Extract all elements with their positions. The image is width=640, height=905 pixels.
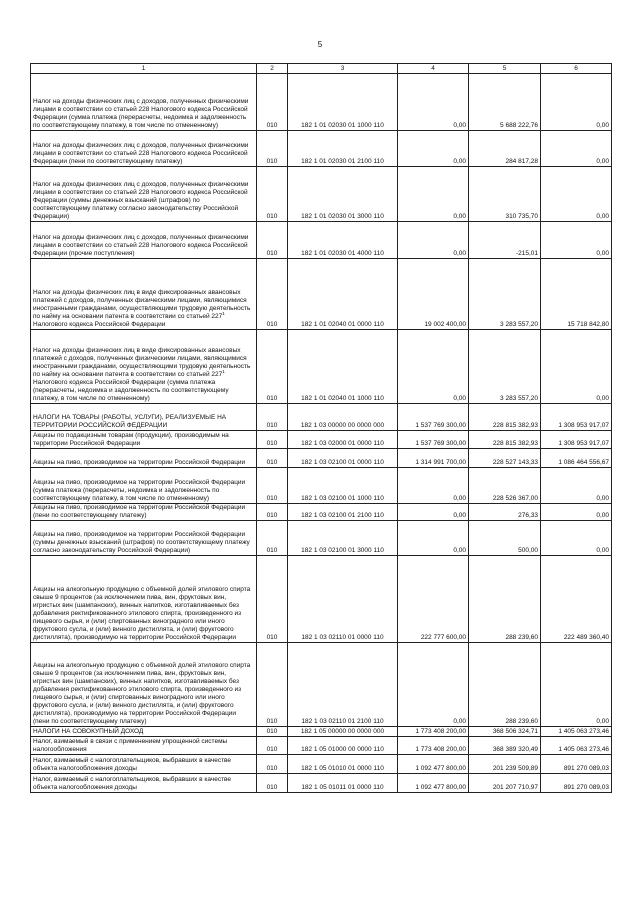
row-description [31,404,257,431]
row-description-text: Налог на доходы физических лиц с доходов, полученных физическими лицами в соответствии со статьей 228 Налогового кодекса Российской Федерации (сумма платежа (перерасчеты, недоимка и задолженность по соответствующему платежу, в том числе по отмененному) [33,98,249,129]
budget-code-cell: 182 1 03 00000 00 0000 000 [288,404,398,431]
unfulfilled-amount-cell: 1 086 464 556,67 [541,449,612,468]
row-description-text: Налог на доходы физических лиц в виде фиксированных авансовых платежей с доходов, полученных физическими лицами, являющимися иностранными гражданами, осуществляющими трудовую деятельность по найму на основании патента в соответствии со статьей 227 [33,289,251,320]
line-code-cell: 010 [257,167,288,222]
plan-amount-cell: 0,00 [398,330,469,404]
plan-amount-cell: 0,00 [398,521,469,556]
row-description-text: Акцизы на пиво, производимое на территории Российской Федерации (пени по соответствующему платежу) [33,504,246,519]
row-description-text: Акцизы на пиво, производимое на территории Российской Федерации [33,459,246,466]
row-description-text: НАЛОГИ НА СОВОКУПНЫЙ ДОХОД [33,728,144,735]
budget-code-cell: 182 1 05 01010 01 0000 110 [288,755,398,774]
row-description [31,755,257,774]
table-row [31,222,612,259]
unfulfilled-amount-cell: 1 308 953 917,07 [541,404,612,431]
line-code-cell: 010 [257,774,288,793]
table-row [31,755,612,774]
column-header: 4 [398,64,469,74]
line-code-cell: 010 [257,74,288,131]
unfulfilled-amount-cell: 0,00 [541,131,612,167]
table-row [31,556,612,643]
budget-code-cell: 182 1 03 02100 01 3000 110 [288,521,398,556]
unfulfilled-amount-cell: 1 308 953 917,07 [541,431,612,449]
executed-amount-cell: 310 735,70 [469,167,541,222]
table-row [31,131,612,167]
row-description [31,774,257,793]
line-code-cell: 010 [257,521,288,556]
executed-amount-cell: 201 207 710,97 [469,774,541,793]
plan-amount-cell: 0,00 [398,131,469,167]
row-description-text: НАЛОГИ НА ТОВАРЫ (РАБОТЫ, УСЛУГИ), РЕАЛИЗУЕМЫЕ НА ТЕРРИТОРИИ РОССИЙСКОЙ ФЕДЕРАЦИИ [33,414,227,429]
budget-code-cell: 182 1 01 02040 01 0000 110 [288,259,398,330]
table-row [31,504,612,521]
plan-amount-cell: 1 537 769 300,00 [398,404,469,431]
row-description-tail: Налогового кодекса Российской Федерации [33,321,166,328]
row-description [31,727,257,737]
plan-amount-cell: 0,00 [398,504,469,521]
table-row [31,521,612,556]
executed-amount-cell: 500,00 [469,521,541,556]
executed-amount-cell: 276,33 [469,504,541,521]
line-code-cell: 010 [257,737,288,755]
unfulfilled-amount-cell: 0,00 [541,643,612,727]
row-description [31,468,257,504]
executed-amount-cell: 228 527 143,33 [469,449,541,468]
unfulfilled-amount-cell: 0,00 [541,330,612,404]
unfulfilled-amount-cell: 1 405 063 273,46 [541,727,612,737]
line-code-cell: 010 [257,504,288,521]
line-code-cell: 010 [257,404,288,431]
plan-amount-cell: 0,00 [398,643,469,727]
footnote-mark: 1 [222,310,225,316]
executed-amount-cell: 3 283 557,20 [469,330,541,404]
line-code-cell: 010 [257,468,288,504]
plan-amount-cell: 1 314 991 700,00 [398,449,469,468]
line-code-cell: 010 [257,259,288,330]
unfulfilled-amount-cell: 0,00 [541,521,612,556]
table-row [31,431,612,449]
executed-amount-cell: 201 239 509,89 [469,755,541,774]
column-header: 3 [288,64,398,74]
row-description [31,222,257,259]
executed-amount-cell: 284 817,28 [469,131,541,167]
unfulfilled-amount-cell: 0,00 [541,468,612,504]
row-description [31,259,257,330]
plan-amount-cell: 0,00 [398,167,469,222]
line-code-cell: 010 [257,449,288,468]
plan-amount-cell: 19 002 400,00 [398,259,469,330]
plan-amount-cell: 0,00 [398,74,469,131]
line-code-cell: 010 [257,222,288,259]
unfulfilled-amount-cell: 0,00 [541,167,612,222]
row-description [31,643,257,727]
plan-amount-cell: 0,00 [398,222,469,259]
column-header: 1 [31,64,257,74]
line-code-cell: 010 [257,727,288,737]
line-code-cell: 010 [257,131,288,167]
budget-code-cell: 182 1 05 01011 01 0000 110 [288,774,398,793]
budget-code-cell: 182 1 01 02030 01 4000 110 [288,222,398,259]
row-description-text: Налог на доходы физических лиц в виде фиксированных авансовых платежей с доходов, полученных физическими лицами, являющимися иностранными гражданами, осуществляющими трудовую деятельность по найму на основании патента в соответствии со статьей 227 [33,347,251,378]
line-code-cell: 010 [257,330,288,404]
budget-code-cell: 182 1 01 02030 01 3000 110 [288,167,398,222]
budget-code-cell: 182 1 01 02030 01 1000 110 [288,74,398,131]
executed-amount-cell: 368 506 324,71 [469,727,541,737]
unfulfilled-amount-cell: 0,00 [541,74,612,131]
row-description-text: Налог, взимаемый с налогоплательщиков, выбравших в качестве объекта налогообложения доходы [33,757,232,772]
budget-code-cell: 182 1 03 02100 01 1000 110 [288,468,398,504]
page-number: 5 [317,40,323,49]
budget-code-cell: 182 1 03 02100 01 2100 110 [288,504,398,521]
plan-amount-cell: 0,00 [398,468,469,504]
table-row [31,737,612,755]
executed-amount-cell: 228 815 382,93 [469,431,541,449]
plan-amount-cell: 1 773 408 200,00 [398,737,469,755]
table-row [31,167,612,222]
row-description-text: Акцизы по подакцизным товарам (продукции), производимым на территории Российской Федерации [33,432,229,447]
unfulfilled-amount-cell: 891 270 089,03 [541,774,612,793]
table-row [31,643,612,727]
column-header: 2 [257,64,288,74]
row-description-text: Налог, взимаемый в связи с применением упрощенной системы налогообложения [33,738,228,753]
row-description-text: Налог на доходы физических лиц с доходов, полученных физическими лицами в соответствии со статьей 228 Налогового кодекса Российской Федерации (пени по соответствующему платежу) [33,142,249,165]
budget-code-cell: 182 1 03 02000 01 0000 110 [288,431,398,449]
executed-amount-cell: -215,01 [469,222,541,259]
line-code-cell: 010 [257,556,288,643]
budget-code-cell: 182 1 01 02040 01 1000 110 [288,330,398,404]
plan-amount-cell: 1 773 408 200,00 [398,727,469,737]
table-row [31,468,612,504]
budget-code-cell: 182 1 05 00000 00 0000 000 [288,727,398,737]
table-row [31,259,612,330]
budget-code-cell: 182 1 05 01000 00 0000 110 [288,737,398,755]
row-description [31,330,257,404]
executed-amount-cell: 228 526 367,00 [469,468,541,504]
footnote-mark: 1 [222,368,225,374]
executed-amount-cell: 368 389 320,49 [469,737,541,755]
row-description-text: Акцизы на алкогольную продукцию с объемной долей этилового спирта свыше 9 процентов (за исключением пива, вин, фруктовых вин, игристых вин (шампанских), винных напитков, изготавливаемых без добавления ректификованного этилового спирта, произведенного из пищевого сырья, и (или) спиртованных виноградного или иного фруктового сусла, и (или) винного дистиллята, и (или) фруктового дистиллята), производимую на территории Российской Федерации [33,586,251,641]
row-description [31,74,257,131]
table-row [31,727,612,737]
line-code-cell: 010 [257,643,288,727]
row-description [31,556,257,643]
row-description-text: Акцизы на пиво, производимое на территории Российской Федерации (суммы денежных взысканий (штрафов) по соответствующему платежу согласно законодательству Российской Федерации) [33,531,250,554]
unfulfilled-amount-cell: 891 270 089,03 [541,755,612,774]
budget-code-cell: 182 1 03 02100 01 0000 110 [288,449,398,468]
executed-amount-cell: 3 283 557,20 [469,259,541,330]
row-description-text: Налог на доходы физических лиц с доходов, полученных физическими лицами в соответствии со статьей 228 Налогового кодекса Российской Федерации (суммы денежных взысканий (штрафов) по соответствующему платежу согласно законодательству Российской Федерации) [33,181,249,220]
executed-amount-cell: 288 239,60 [469,556,541,643]
row-description [31,521,257,556]
unfulfilled-amount-cell: 0,00 [541,504,612,521]
unfulfilled-amount-cell: 1 405 063 273,46 [541,737,612,755]
plan-amount-cell: 1 092 477 800,00 [398,774,469,793]
unfulfilled-amount-cell: 0,00 [541,222,612,259]
executed-amount-cell: 228 815 382,93 [469,404,541,431]
unfulfilled-amount-cell: 222 489 360,40 [541,556,612,643]
plan-amount-cell: 1 537 769 300,00 [398,431,469,449]
executed-amount-cell: 288 239,60 [469,643,541,727]
row-description-text: Акцизы на алкогольную продукцию с объемной долей этилового спирта свыше 9 процентов (за исключением пива, вин, фруктовых вин, игристых вин (шампанских), винных напитков, изготавливаемых без добавления ректификованного этилового спирта, произведенного из пищевого сырья, и (или) спиртованных виноградного или иного фруктового сусла, и (или) винного дистиллята, и (или) фруктового дистиллята), производимую на территории Российской Федерации (пени по соответствующему платежу) [33,662,251,725]
row-description [31,431,257,449]
row-description-text: Налог на доходы физических лиц с доходов, полученных физическими лицами в соответствии со статьей 228 Налогового кодекса Российской Федерации (прочие поступления) [33,234,249,257]
row-description [31,504,257,521]
row-description-text: Налог, взимаемый с налогоплательщиков, выбравших в качестве объекта налогообложения доходы [33,776,232,791]
column-header: 5 [469,64,541,74]
income-report-table [30,63,612,793]
line-code-cell: 010 [257,755,288,774]
unfulfilled-amount-cell: 15 718 842,80 [541,259,612,330]
row-description-tail: Налогового кодекса Российской Федерации (сумма платежа (перерасчеты, недоимка и задолженность по соответствующему платежу, в том числе по отмененному) [33,379,229,402]
row-description [31,449,257,468]
table-row [31,404,612,431]
table-row [31,74,612,131]
row-description [31,167,257,222]
table-row [31,330,612,404]
table-row [31,774,612,793]
row-description-text: Акцизы на пиво, производимое на территории Российской Федерации (сумма платежа (перерасчеты, недоимка и задолженность по соответствующему платежу, в том числе по отмененному) [33,479,246,502]
budget-code-cell: 182 1 03 02110 01 0000 110 [288,556,398,643]
row-description [31,131,257,167]
budget-code-cell: 182 1 01 02030 01 2100 110 [288,131,398,167]
line-code-cell: 010 [257,431,288,449]
row-description [31,737,257,755]
plan-amount-cell: 222 777 600,00 [398,556,469,643]
column-header: 6 [541,64,612,74]
budget-code-cell: 182 1 03 02110 01 2100 110 [288,643,398,727]
table-row [31,449,612,468]
plan-amount-cell: 1 092 477 800,00 [398,755,469,774]
executed-amount-cell: 5 688 222,76 [469,74,541,131]
column-number-row [31,64,612,74]
